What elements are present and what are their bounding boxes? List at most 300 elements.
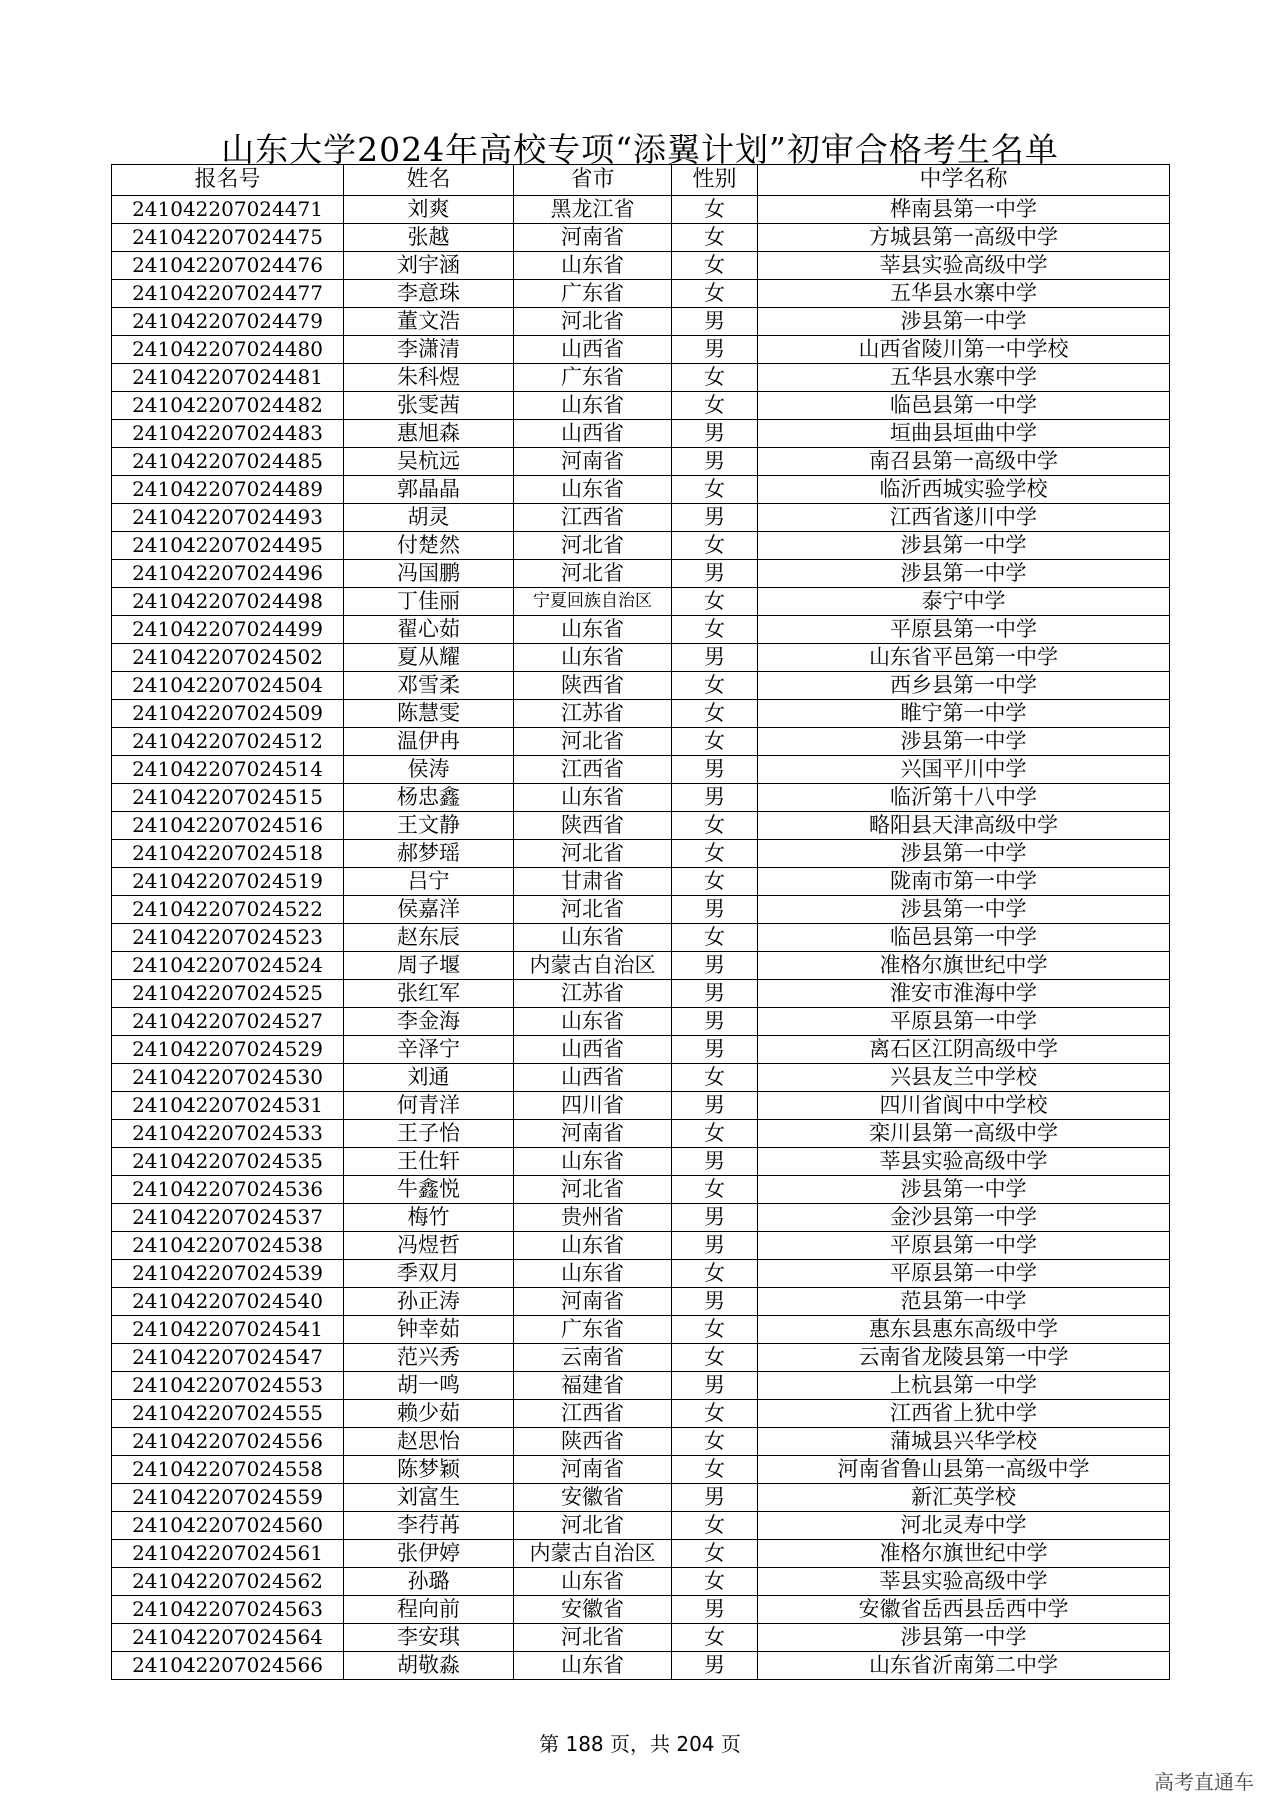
student-name-cell: 季双月	[344, 1260, 514, 1288]
gender-cell: 女	[672, 1540, 758, 1568]
province-cell: 江苏省	[514, 700, 672, 728]
registration-no-cell: 241042207024480	[112, 336, 344, 364]
gender-cell: 男	[672, 504, 758, 532]
registration-no-cell: 241042207024479	[112, 308, 344, 336]
school-name-cell: 涉县第一中学	[758, 728, 1170, 756]
school-name-cell: 四川省阆中中学校	[758, 1092, 1170, 1120]
gender-cell: 男	[672, 1288, 758, 1316]
header-school: 中学名称	[758, 165, 1170, 196]
student-name-cell: 邓雪柔	[344, 672, 514, 700]
table-row	[112, 812, 1170, 840]
gender-cell: 女	[672, 924, 758, 952]
student-name-cell: 范兴秀	[344, 1344, 514, 1372]
gender-cell: 女	[672, 1316, 758, 1344]
school-name-cell: 涉县第一中学	[758, 532, 1170, 560]
gender-cell: 女	[672, 476, 758, 504]
header-name: 姓名	[344, 165, 514, 196]
province-cell: 山东省	[514, 1260, 672, 1288]
registration-no-cell: 241042207024496	[112, 560, 344, 588]
province-cell: 河北省	[514, 728, 672, 756]
registration-no-cell: 241042207024533	[112, 1120, 344, 1148]
student-name-cell: 刘富生	[344, 1484, 514, 1512]
gender-cell: 男	[672, 560, 758, 588]
table-row	[112, 252, 1170, 280]
province-cell: 江西省	[514, 1400, 672, 1428]
registration-no-cell: 241042207024483	[112, 420, 344, 448]
province-cell: 福建省	[514, 1372, 672, 1400]
table-row	[112, 308, 1170, 336]
province-cell: 陕西省	[514, 672, 672, 700]
table-row	[112, 364, 1170, 392]
school-name-cell: 范县第一中学	[758, 1288, 1170, 1316]
table-row	[112, 1176, 1170, 1204]
school-name-cell: 山东省沂南第二中学	[758, 1652, 1170, 1680]
registration-no-cell: 241042207024519	[112, 868, 344, 896]
registration-no-cell: 241042207024555	[112, 1400, 344, 1428]
table-row	[112, 1036, 1170, 1064]
province-cell: 河北省	[514, 308, 672, 336]
gender-cell: 女	[672, 1176, 758, 1204]
student-name-cell: 王文静	[344, 812, 514, 840]
school-name-cell: 河北灵寿中学	[758, 1512, 1170, 1540]
gender-cell: 女	[672, 1512, 758, 1540]
student-name-cell: 王子怡	[344, 1120, 514, 1148]
table-row	[112, 476, 1170, 504]
registration-no-cell: 241042207024527	[112, 1008, 344, 1036]
table-row	[112, 1484, 1170, 1512]
student-name-cell: 郭晶晶	[344, 476, 514, 504]
table-row	[112, 224, 1170, 252]
gender-cell: 女	[672, 1120, 758, 1148]
table-row	[112, 1400, 1170, 1428]
student-name-cell: 李荇苒	[344, 1512, 514, 1540]
registration-no-cell: 241042207024499	[112, 616, 344, 644]
registration-no-cell: 241042207024524	[112, 952, 344, 980]
gender-cell: 女	[672, 1456, 758, 1484]
registration-no-cell: 241042207024509	[112, 700, 344, 728]
province-cell: 江西省	[514, 504, 672, 532]
school-name-cell: 涉县第一中学	[758, 1176, 1170, 1204]
table-row	[112, 1120, 1170, 1148]
table-row	[112, 1652, 1170, 1680]
province-cell: 山东省	[514, 924, 672, 952]
table-row	[112, 1064, 1170, 1092]
student-name-cell: 周子堰	[344, 952, 514, 980]
table-row	[112, 896, 1170, 924]
gender-cell: 男	[672, 1484, 758, 1512]
student-name-cell: 张红军	[344, 980, 514, 1008]
table-row	[112, 1568, 1170, 1596]
table-row	[112, 1232, 1170, 1260]
table-row	[112, 336, 1170, 364]
gender-cell: 女	[672, 224, 758, 252]
gender-cell: 男	[672, 448, 758, 476]
province-cell: 甘肃省	[514, 868, 672, 896]
registration-no-cell: 241042207024498	[112, 588, 344, 616]
school-name-cell: 桦南县第一中学	[758, 196, 1170, 224]
province-cell: 陕西省	[514, 1428, 672, 1456]
province-cell: 广东省	[514, 280, 672, 308]
registration-no-cell: 241042207024560	[112, 1512, 344, 1540]
student-name-cell: 陈梦颖	[344, 1456, 514, 1484]
gender-cell: 男	[672, 952, 758, 980]
province-cell: 江西省	[514, 756, 672, 784]
gender-cell: 女	[672, 728, 758, 756]
gender-cell: 男	[672, 756, 758, 784]
school-name-cell: 准格尔旗世纪中学	[758, 1540, 1170, 1568]
table-row	[112, 952, 1170, 980]
table-row	[112, 280, 1170, 308]
gender-cell: 女	[672, 588, 758, 616]
table-row	[112, 1316, 1170, 1344]
table-row	[112, 784, 1170, 812]
student-name-cell: 郝梦瑶	[344, 840, 514, 868]
student-name-cell: 陈慧雯	[344, 700, 514, 728]
student-name-cell: 赵东辰	[344, 924, 514, 952]
student-name-cell: 刘通	[344, 1064, 514, 1092]
province-cell: 山东省	[514, 1652, 672, 1680]
table-row	[112, 644, 1170, 672]
student-name-cell: 侯涛	[344, 756, 514, 784]
gender-cell: 女	[672, 1400, 758, 1428]
student-name-cell: 何青洋	[344, 1092, 514, 1120]
table-row	[112, 1624, 1170, 1652]
gender-cell: 女	[672, 532, 758, 560]
student-name-cell: 李安琪	[344, 1624, 514, 1652]
registration-no-cell: 241042207024563	[112, 1596, 344, 1624]
student-name-cell: 钟幸茹	[344, 1316, 514, 1344]
table-row	[112, 1148, 1170, 1176]
student-name-cell: 杨忠鑫	[344, 784, 514, 812]
registration-no-cell: 241042207024512	[112, 728, 344, 756]
registration-no-cell: 241042207024529	[112, 1036, 344, 1064]
gender-cell: 女	[672, 1568, 758, 1596]
school-name-cell: 河南省鲁山县第一高级中学	[758, 1456, 1170, 1484]
province-cell: 云南省	[514, 1344, 672, 1372]
table-row	[112, 532, 1170, 560]
province-cell: 山东省	[514, 1568, 672, 1596]
student-name-cell: 翟心茹	[344, 616, 514, 644]
school-name-cell: 陇南市第一中学	[758, 868, 1170, 896]
registration-no-cell: 241042207024522	[112, 896, 344, 924]
registration-no-cell: 241042207024564	[112, 1624, 344, 1652]
student-name-cell: 刘爽	[344, 196, 514, 224]
province-cell: 山东省	[514, 1008, 672, 1036]
province-cell: 河南省	[514, 224, 672, 252]
province-cell: 山东省	[514, 392, 672, 420]
school-name-cell: 临沂第十八中学	[758, 784, 1170, 812]
candidate-table	[111, 164, 1170, 1680]
province-cell: 广东省	[514, 364, 672, 392]
gender-cell: 男	[672, 1596, 758, 1624]
school-name-cell: 上杭县第一中学	[758, 1372, 1170, 1400]
province-cell: 山东省	[514, 1148, 672, 1176]
school-name-cell: 云南省龙陵县第一中学	[758, 1344, 1170, 1372]
registration-no-cell: 241042207024562	[112, 1568, 344, 1596]
school-name-cell: 五华县水寨中学	[758, 280, 1170, 308]
student-name-cell: 牛鑫悦	[344, 1176, 514, 1204]
student-name-cell: 赵思怡	[344, 1428, 514, 1456]
school-name-cell: 离石区江阴高级中学	[758, 1036, 1170, 1064]
school-name-cell: 临邑县第一中学	[758, 924, 1170, 952]
gender-cell: 女	[672, 1260, 758, 1288]
school-name-cell: 略阳县天津高级中学	[758, 812, 1170, 840]
registration-no-cell: 241042207024531	[112, 1092, 344, 1120]
school-name-cell: 西乡县第一中学	[758, 672, 1170, 700]
student-name-cell: 胡灵	[344, 504, 514, 532]
school-name-cell: 兴县友兰中学校	[758, 1064, 1170, 1092]
student-name-cell: 付楚然	[344, 532, 514, 560]
table-row	[112, 672, 1170, 700]
watermark-text: 高考直通车	[1154, 1770, 1254, 1794]
student-name-cell: 冯国鹏	[344, 560, 514, 588]
school-name-cell: 新汇英学校	[758, 1484, 1170, 1512]
registration-no-cell: 241042207024547	[112, 1344, 344, 1372]
student-name-cell: 孙璐	[344, 1568, 514, 1596]
school-name-cell: 兴国平川中学	[758, 756, 1170, 784]
province-cell: 山西省	[514, 1064, 672, 1092]
school-name-cell: 江西省遂川中学	[758, 504, 1170, 532]
registration-no-cell: 241042207024477	[112, 280, 344, 308]
student-name-cell: 梅竹	[344, 1204, 514, 1232]
registration-no-cell: 241042207024502	[112, 644, 344, 672]
province-cell: 河北省	[514, 1624, 672, 1652]
registration-no-cell: 241042207024525	[112, 980, 344, 1008]
student-name-cell: 辛泽宁	[344, 1036, 514, 1064]
gender-cell: 男	[672, 1204, 758, 1232]
school-name-cell: 金沙县第一中学	[758, 1204, 1170, 1232]
gender-cell: 男	[672, 1652, 758, 1680]
school-name-cell: 五华县水寨中学	[758, 364, 1170, 392]
school-name-cell: 垣曲县垣曲中学	[758, 420, 1170, 448]
province-cell: 山东省	[514, 1232, 672, 1260]
table-row	[112, 1288, 1170, 1316]
student-name-cell: 董文浩	[344, 308, 514, 336]
province-cell: 黑龙江省	[514, 196, 672, 224]
registration-no-cell: 241042207024515	[112, 784, 344, 812]
table-row	[112, 420, 1170, 448]
province-cell: 河南省	[514, 1288, 672, 1316]
page-number: 第 188 页，共 204 页	[539, 1732, 741, 1756]
school-name-cell: 涉县第一中学	[758, 896, 1170, 924]
gender-cell: 女	[672, 840, 758, 868]
registration-no-cell: 241042207024537	[112, 1204, 344, 1232]
registration-no-cell: 241042207024495	[112, 532, 344, 560]
table-row	[112, 1092, 1170, 1120]
header-gender: 性别	[672, 165, 758, 196]
student-name-cell: 侯嘉洋	[344, 896, 514, 924]
school-name-cell: 涉县第一中学	[758, 560, 1170, 588]
table-row	[112, 588, 1170, 616]
school-name-cell: 栾川县第一高级中学	[758, 1120, 1170, 1148]
school-name-cell: 蒲城县兴华学校	[758, 1428, 1170, 1456]
gender-cell: 男	[672, 1148, 758, 1176]
registration-no-cell: 241042207024538	[112, 1232, 344, 1260]
gender-cell: 女	[672, 280, 758, 308]
gender-cell: 女	[672, 812, 758, 840]
province-cell: 山东省	[514, 644, 672, 672]
gender-cell: 女	[672, 196, 758, 224]
table-row	[112, 840, 1170, 868]
school-name-cell: 方城县第一高级中学	[758, 224, 1170, 252]
province-cell: 安徽省	[514, 1484, 672, 1512]
province-cell: 河南省	[514, 1120, 672, 1148]
gender-cell: 女	[672, 252, 758, 280]
student-name-cell: 丁佳丽	[344, 588, 514, 616]
gender-cell: 男	[672, 1092, 758, 1120]
gender-cell: 男	[672, 896, 758, 924]
province-cell: 山西省	[514, 420, 672, 448]
province-cell: 陕西省	[514, 812, 672, 840]
registration-no-cell: 241042207024482	[112, 392, 344, 420]
province-cell: 山西省	[514, 336, 672, 364]
student-name-cell: 王仕轩	[344, 1148, 514, 1176]
student-name-cell: 吕宁	[344, 868, 514, 896]
student-name-cell: 李金海	[344, 1008, 514, 1036]
table-row	[112, 616, 1170, 644]
student-name-cell: 张雯茜	[344, 392, 514, 420]
school-name-cell: 临邑县第一中学	[758, 392, 1170, 420]
registration-no-cell: 241042207024535	[112, 1148, 344, 1176]
school-name-cell: 惠东县惠东高级中学	[758, 1316, 1170, 1344]
registration-no-cell: 241042207024514	[112, 756, 344, 784]
gender-cell: 男	[672, 420, 758, 448]
table-row	[112, 700, 1170, 728]
gender-cell: 女	[672, 1344, 758, 1372]
student-name-cell: 李意珠	[344, 280, 514, 308]
table-row	[112, 980, 1170, 1008]
table-row	[112, 1596, 1170, 1624]
gender-cell: 男	[672, 1232, 758, 1260]
table-row	[112, 1008, 1170, 1036]
school-name-cell: 山东省平邑第一中学	[758, 644, 1170, 672]
registration-no-cell: 241042207024559	[112, 1484, 344, 1512]
school-name-cell: 临沂西城实验学校	[758, 476, 1170, 504]
student-name-cell: 胡敬淼	[344, 1652, 514, 1680]
table-row	[112, 1344, 1170, 1372]
gender-cell: 男	[672, 644, 758, 672]
registration-no-cell: 241042207024536	[112, 1176, 344, 1204]
table-row	[112, 1204, 1170, 1232]
registration-no-cell: 241042207024566	[112, 1652, 344, 1680]
registration-no-cell: 241042207024561	[112, 1540, 344, 1568]
table-row	[112, 504, 1170, 532]
registration-no-cell: 241042207024493	[112, 504, 344, 532]
school-name-cell: 平原县第一中学	[758, 616, 1170, 644]
school-name-cell: 平原县第一中学	[758, 1260, 1170, 1288]
student-name-cell: 赖少茹	[344, 1400, 514, 1428]
gender-cell: 女	[672, 1064, 758, 1092]
registration-no-cell: 241042207024476	[112, 252, 344, 280]
table-row	[112, 560, 1170, 588]
table-row	[112, 728, 1170, 756]
registration-no-cell: 241042207024541	[112, 1316, 344, 1344]
gender-cell: 女	[672, 1428, 758, 1456]
registration-no-cell: 241042207024523	[112, 924, 344, 952]
table-row	[112, 1260, 1170, 1288]
gender-cell: 男	[672, 1036, 758, 1064]
student-name-cell: 孙正涛	[344, 1288, 514, 1316]
registration-no-cell: 241042207024481	[112, 364, 344, 392]
registration-no-cell: 241042207024540	[112, 1288, 344, 1316]
school-name-cell: 莘县实验高级中学	[758, 1148, 1170, 1176]
student-name-cell: 张伊婷	[344, 1540, 514, 1568]
school-name-cell: 莘县实验高级中学	[758, 1568, 1170, 1596]
table-row	[112, 1540, 1170, 1568]
header-registration-no: 报名号	[112, 165, 344, 196]
student-name-cell: 刘宇涵	[344, 252, 514, 280]
gender-cell: 男	[672, 336, 758, 364]
gender-cell: 女	[672, 392, 758, 420]
province-cell: 安徽省	[514, 1596, 672, 1624]
province-cell: 河南省	[514, 448, 672, 476]
registration-no-cell: 241042207024475	[112, 224, 344, 252]
table-row	[112, 448, 1170, 476]
header-province: 省市	[514, 165, 672, 196]
gender-cell: 男	[672, 980, 758, 1008]
province-cell: 山东省	[514, 784, 672, 812]
province-cell: 四川省	[514, 1092, 672, 1120]
province-cell: 河北省	[514, 1176, 672, 1204]
table-row	[112, 924, 1170, 952]
school-name-cell: 涉县第一中学	[758, 1624, 1170, 1652]
registration-no-cell: 241042207024516	[112, 812, 344, 840]
school-name-cell: 山西省陵川第一中学校	[758, 336, 1170, 364]
gender-cell: 女	[672, 700, 758, 728]
province-cell: 江苏省	[514, 980, 672, 1008]
province-cell: 河北省	[514, 532, 672, 560]
table-header-row	[112, 165, 1170, 196]
gender-cell: 男	[672, 1008, 758, 1036]
student-name-cell: 温伊冉	[344, 728, 514, 756]
school-name-cell: 安徽省岳西县岳西中学	[758, 1596, 1170, 1624]
student-name-cell: 惠旭森	[344, 420, 514, 448]
province-cell: 河北省	[514, 896, 672, 924]
province-cell: 河北省	[514, 840, 672, 868]
table-row	[112, 1512, 1170, 1540]
table-row	[112, 392, 1170, 420]
registration-no-cell: 241042207024485	[112, 448, 344, 476]
school-name-cell: 泰宁中学	[758, 588, 1170, 616]
page-title: 山东大学2024年高校专项“添翼计划”初审合格考生名单	[221, 130, 1059, 169]
student-name-cell: 冯煜哲	[344, 1232, 514, 1260]
table-row	[112, 756, 1170, 784]
school-name-cell: 莘县实验高级中学	[758, 252, 1170, 280]
table-row	[112, 1428, 1170, 1456]
province-cell: 广东省	[514, 1316, 672, 1344]
school-name-cell: 平原县第一中学	[758, 1232, 1170, 1260]
school-name-cell: 涉县第一中学	[758, 308, 1170, 336]
province-cell: 河北省	[514, 560, 672, 588]
registration-no-cell: 241042207024553	[112, 1372, 344, 1400]
province-cell: 山东省	[514, 476, 672, 504]
registration-no-cell: 241042207024504	[112, 672, 344, 700]
gender-cell: 男	[672, 1372, 758, 1400]
school-name-cell: 准格尔旗世纪中学	[758, 952, 1170, 980]
gender-cell: 女	[672, 672, 758, 700]
province-cell: 山东省	[514, 252, 672, 280]
school-name-cell: 涉县第一中学	[758, 840, 1170, 868]
gender-cell: 男	[672, 784, 758, 812]
student-name-cell: 张越	[344, 224, 514, 252]
province-cell: 河南省	[514, 1456, 672, 1484]
province-cell: 山东省	[514, 616, 672, 644]
registration-no-cell: 241042207024530	[112, 1064, 344, 1092]
gender-cell: 女	[672, 868, 758, 896]
province-cell: 贵州省	[514, 1204, 672, 1232]
student-name-cell: 胡一鸣	[344, 1372, 514, 1400]
student-name-cell: 吴杭远	[344, 448, 514, 476]
